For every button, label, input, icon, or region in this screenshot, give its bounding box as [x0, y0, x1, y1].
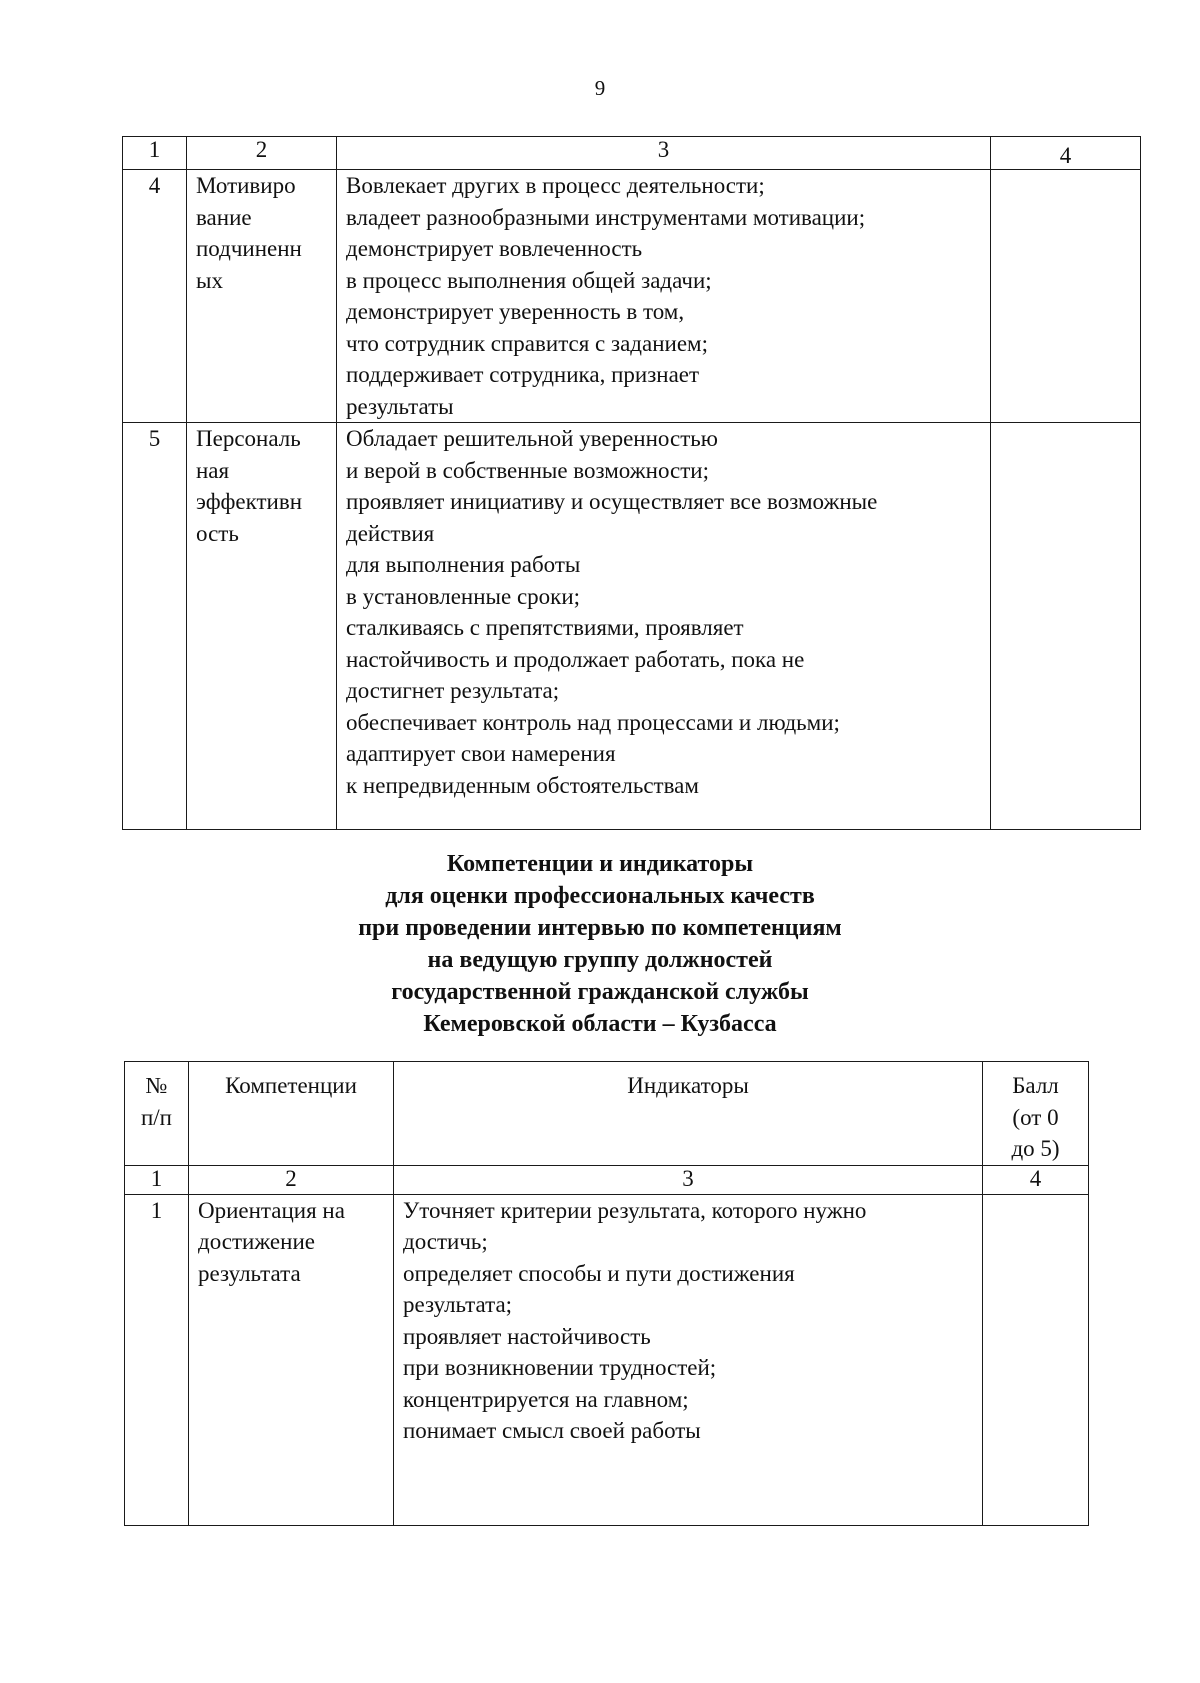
indicator-line: проявляет инициативу и осуществляет все возможные	[346, 489, 878, 514]
indicator-line: обеспечивает контроль над процессами и людьми;	[346, 709, 840, 735]
column-number-cell: 2	[189, 1165, 394, 1194]
indicator-line: к непредвиденным обстоятельствам	[346, 772, 699, 798]
row-number: 4	[123, 170, 187, 423]
competence-text: достижение	[198, 1229, 315, 1254]
competence-text: вание	[196, 204, 252, 230]
competence-indicators-table	[124, 1061, 1089, 1526]
table-header-row	[123, 137, 1141, 170]
indicator-line: для выполнения работы	[346, 552, 581, 577]
indicator-line: в процесс выполнения общей задачи;	[346, 267, 712, 293]
heading-line: для оценки профессиональных качеств	[385, 883, 815, 909]
indicator-line: настойчивость и продолжает работать, пока не	[346, 646, 805, 672]
header-score-cell	[983, 1062, 1089, 1166]
indicators-cell	[394, 1194, 983, 1525]
indicator-line: при возникновении трудностей;	[403, 1355, 717, 1380]
heading-line: при проведении интервью по компетенциям	[358, 915, 842, 941]
competence-text: ых	[196, 267, 223, 293]
indicator-line: результаты	[346, 393, 454, 419]
indicator-line: владеет разнообразными инструментами мотивации;	[346, 204, 866, 230]
competence-text: результата	[198, 1260, 301, 1286]
indicator-line: определяет способы и пути достижения	[403, 1260, 795, 1286]
indicator-line: понимает смысл своей работы	[403, 1418, 701, 1443]
indicator-line: достичь;	[403, 1229, 488, 1254]
row-number: 1	[125, 1194, 189, 1525]
indicator-line: и верой в собственные возможности;	[346, 457, 709, 483]
score-cell	[983, 1194, 1089, 1525]
indicator-line: Уточняет критерии результата, которого нужно	[403, 1197, 867, 1223]
heading-line: Компетенции и индикаторы	[446, 851, 754, 877]
page-number: 9	[594, 76, 606, 100]
indicator-line: результата;	[403, 1292, 513, 1317]
indicator-line: проявляет настойчивость	[403, 1323, 651, 1349]
indicator-line: Вовлекает других в процесс деятельности;	[346, 173, 765, 198]
table-row	[125, 1194, 1089, 1525]
competence-cell	[189, 1194, 394, 1525]
indicator-line: Обладает решительной уверенностью	[346, 426, 718, 451]
table-row	[123, 423, 1141, 830]
header-text: п/п	[140, 1104, 172, 1130]
column-number-cell: 4	[983, 1165, 1089, 1194]
header-text: Балл	[1012, 1073, 1059, 1098]
table-header-row	[125, 1062, 1089, 1166]
competence-text: ость	[196, 520, 239, 546]
competence-table-continued	[122, 136, 1141, 830]
competence-text: Мотивиро	[196, 173, 296, 198]
competence-text: подчиненн	[196, 236, 302, 261]
indicator-line: что сотрудник справится с заданием;	[346, 330, 708, 356]
column-numbering-row	[125, 1165, 1089, 1194]
competence-cell	[187, 423, 337, 830]
header-number-cell	[125, 1062, 189, 1166]
row-number: 5	[123, 423, 187, 830]
header-text: (от 0	[1012, 1104, 1059, 1130]
indicator-line: концентрируется на главном;	[403, 1386, 689, 1412]
indicator-line: демонстрирует уверенность в том,	[346, 299, 685, 324]
competence-text: ная	[196, 457, 230, 483]
indicator-line: сталкиваясь с препятствиями, проявляет	[346, 615, 744, 640]
column-number-cell: 3	[337, 137, 991, 170]
competence-cell	[187, 170, 337, 423]
indicator-line: достигнет результата;	[346, 678, 560, 703]
indicator-line: адаптирует свои намерения	[346, 741, 616, 766]
indicators-cell	[337, 423, 991, 830]
indicators-cell	[337, 170, 991, 423]
column-number-cell: 4	[991, 137, 1141, 170]
column-number-cell: 2	[187, 137, 337, 170]
indicator-line: в установленные сроки;	[346, 583, 581, 609]
column-number-cell: 3	[394, 1165, 983, 1194]
heading-line: государственной гражданской службы	[391, 979, 809, 1005]
indicator-line: действия	[346, 520, 435, 546]
competence-text: Ориентация на	[198, 1197, 345, 1223]
header-text: до 5)	[1011, 1136, 1060, 1161]
indicator-line: демонстрирует вовлеченность	[346, 236, 643, 261]
section-heading	[0, 848, 1200, 1040]
indicator-line: поддерживает сотрудника, признает	[346, 362, 700, 387]
competence-text: Персональ	[196, 426, 301, 451]
heading-line: на ведущую группу должностей	[427, 947, 773, 973]
competence-text: эффективн	[196, 489, 303, 514]
header-indicators-cell: Индикаторы	[394, 1062, 983, 1166]
header-text: №	[145, 1073, 168, 1098]
table-row	[123, 170, 1141, 423]
column-number-cell: 1	[123, 137, 187, 170]
score-cell	[991, 170, 1141, 423]
heading-line: Кемеровской области – Кузбасса	[423, 1011, 777, 1037]
column-number-cell: 1	[125, 1165, 189, 1194]
score-cell	[991, 423, 1141, 830]
header-competence-cell: Компетенции	[189, 1062, 394, 1166]
